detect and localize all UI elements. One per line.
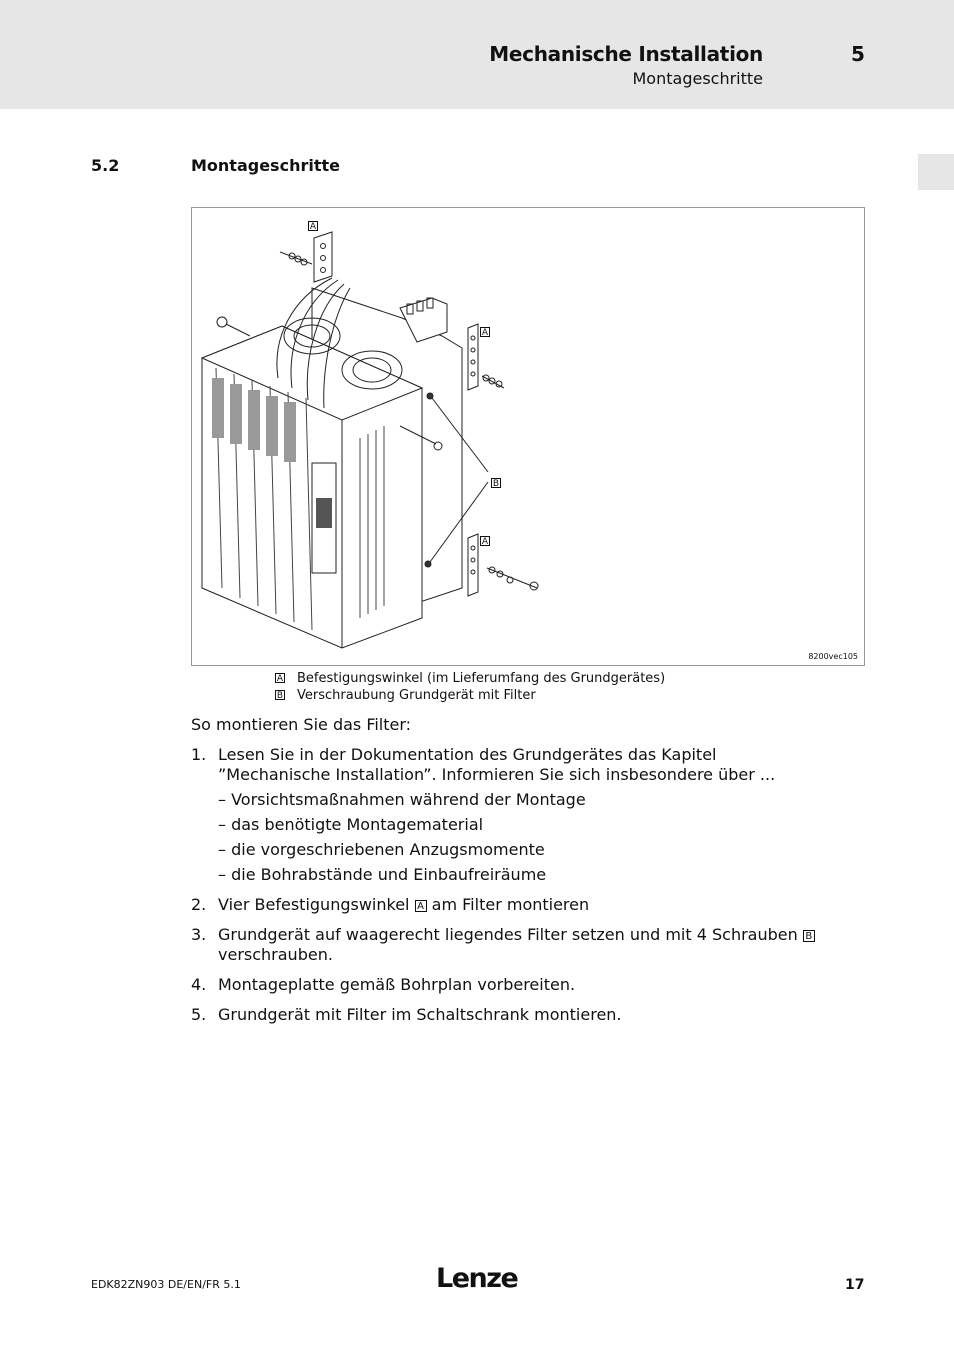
list-item — [191, 975, 831, 995]
legend-key-a: A — [276, 674, 284, 684]
figure-label-a-right-lower: A — [481, 537, 489, 547]
substep-item: – die Bohrabstände und Einbaufreiräume — [218, 865, 547, 884]
list-item — [191, 1005, 831, 1025]
figure-label-a-top: A — [309, 222, 317, 232]
section-title: Montageschritte — [191, 156, 340, 175]
legend-key-b: B — [276, 691, 284, 701]
substep-item: – das benötigte Montagematerial — [218, 815, 484, 834]
chapter-number: 5 — [851, 42, 865, 66]
mounting-figure — [191, 207, 865, 666]
legend-item-a — [275, 671, 665, 686]
page-number: 17 — [845, 1277, 865, 1293]
figure-label-a-right-upper: A — [481, 328, 489, 338]
step-text: verschrauben. — [218, 945, 333, 964]
step-key-b: B — [803, 930, 815, 942]
step-number: 2. — [191, 895, 207, 914]
section-number: 5.2 — [91, 156, 120, 175]
legend-text-a: Befestigungswinkel (im Lieferumfang des Grundgerätes) — [297, 671, 666, 686]
step-list — [191, 745, 831, 1035]
step-text: Grundgerät auf waagerecht liegendes Filter setzen und mit 4 Schrauben — [218, 925, 803, 944]
step-number: 1. — [191, 745, 207, 764]
step-number: 4. — [191, 975, 207, 994]
lenze-logo: Lenze — [436, 1263, 518, 1294]
step-text: am Filter montieren — [426, 895, 590, 914]
header-band — [0, 0, 954, 109]
step-text: Montageplatte gemäß Bohrplan vorbereiten. — [218, 975, 576, 994]
step-text: Lesen Sie in der Dokumentation des Grundgerätes das Kapitel ”Mechanische Installation”. Informieren Sie sich insbesondere über ... — [218, 745, 776, 784]
intro-text: So montieren Sie das Filter: — [191, 715, 412, 734]
step-text: Vier Befestigungswinkel — [218, 895, 415, 914]
chapter-title: Mechanische Installation — [489, 42, 763, 66]
list-item — [191, 745, 831, 885]
step-key-a: A — [415, 900, 427, 912]
mounting-illustration — [192, 208, 864, 665]
footer-doc-id: EDK82ZN903 DE/EN/FR 5.1 — [91, 1278, 241, 1291]
legend-item-b — [275, 688, 536, 703]
list-item — [191, 925, 831, 965]
legend-text-b: Verschraubung Grundgerät mit Filter — [297, 688, 536, 703]
figure-label-b: B — [492, 479, 500, 489]
substep-item: – die vorgeschriebenen Anzugsmomente — [218, 840, 545, 859]
substep-item: – Vorsichtsmaßnahmen während der Montage — [218, 790, 586, 809]
step-number: 3. — [191, 925, 207, 944]
chapter-subtitle: Montageschritte — [632, 69, 763, 88]
step-text: Grundgerät mit Filter im Schaltschrank montieren. — [218, 1005, 622, 1024]
step-number: 5. — [191, 1005, 207, 1024]
figure-code: 8200vec105 — [808, 652, 858, 661]
substep-list — [218, 790, 831, 885]
side-tab-marker — [918, 154, 954, 190]
list-item — [191, 895, 831, 915]
